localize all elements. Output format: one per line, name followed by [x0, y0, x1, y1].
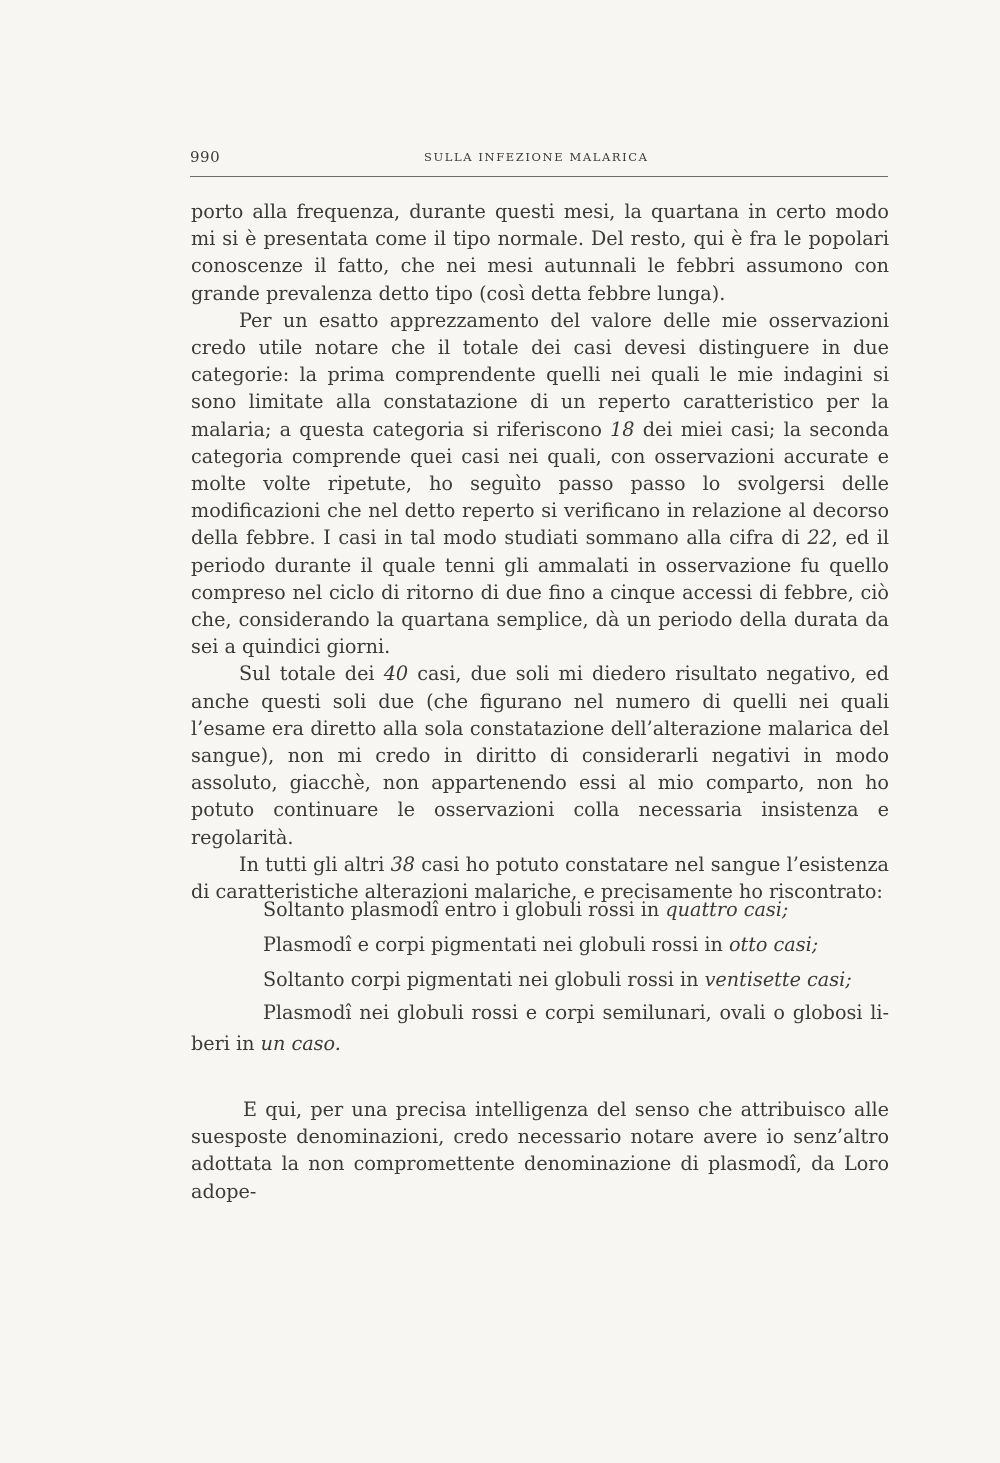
- list-item: [191, 997, 889, 1059]
- findings-list: [191, 892, 889, 1059]
- paragraph-text: dei miei casi; la seconda categoria comprende quei casi nei quali, con osservazioni accurate e molte volte ripetute, ho seguìto passo passo lo svolgersi delle modificazioni che nel detto reperto si verificano in relazione al decorso della febbre. I casi in tal modo studiati sommano alla cifra di: [191, 417, 889, 550]
- paragraph-categories: [191, 307, 889, 661]
- body-text: [191, 198, 889, 905]
- list-item-text: Soltanto corpi pigmentati nei globuli rossi in: [263, 968, 705, 991]
- running-head: [190, 148, 888, 170]
- running-title: SULLA INFEZIONE MALARICA: [424, 150, 649, 164]
- list-item-text: Plasmodî e corpi pigmentati nei globuli rossi in: [263, 933, 729, 956]
- list-item: [191, 927, 889, 962]
- list-item-text: Soltanto plasmodî entro i globuli rossi in: [263, 898, 666, 921]
- list-item-count: otto casi;: [728, 933, 819, 956]
- paragraph-text: Sul totale dei: [239, 662, 384, 686]
- page-number: 990: [190, 148, 221, 166]
- italic-number: 18: [610, 417, 635, 441]
- header-rule: [190, 176, 888, 177]
- paragraph-denominations: E qui, per una precisa intelligenza del senso che attribuisco alle suesposte denominazioni, credo necessario notare avere io senz’altro adottata la non compromettente denominazione di plasmodî, da Loro adope-: [191, 1098, 889, 1203]
- list-item-text: Plasmodî nei globuli rossi e corpi semilunari, ovali o globosi liberi in: [191, 1001, 889, 1055]
- list-item: [191, 892, 889, 927]
- list-item-count: quattro casi;: [665, 898, 789, 921]
- list-item: [191, 962, 889, 997]
- paragraph-negative-results: [191, 660, 889, 850]
- italic-number: 22: [807, 526, 832, 550]
- paragraph-continued: porto alla frequenza, durante questi mesi, la quartana in certo modo mi si è presentata come il tipo normale. Del resto, qui è fra le popolari conoscenze il fatto, che nei mesi autunnali le febbri assumono con grande prevalenza detto tipo (così detta febbre lunga).: [191, 200, 889, 305]
- final-paragraph-block: [191, 1096, 889, 1205]
- list-item-count: un caso.: [260, 1032, 341, 1055]
- paragraph-text: Per un esatto apprezzamento del valore delle mie osservazioni credo utile notare che il totale dei casi devesi distinguere in due categorie: la prima comprendente quelli nei quali le mie indagini si sono limitate alla constatazione di un reperto caratteristico per la malaria; a questa categoria si riferiscono: [191, 308, 889, 441]
- list-item-count: ventisette casi;: [704, 968, 852, 991]
- italic-number: 40: [383, 662, 409, 686]
- paragraph-text: casi, due soli mi diedero risultato negativo, ed anche questi soli due (che figurano nel numero di quelli nei quali l’esame era diretto alla sola constatazione dell’alterazione malarica del sangue), non mi credo in diritto di considerarli negativi in modo assoluto, giacchè, non appartenendo essi al mio comparto, non ho potuto continuare le osservazioni colla necessaria insistenza e regolarità.: [191, 662, 889, 849]
- paragraph-text: casi ho potuto constatare nel sangue l’esistenza di caratteristiche alterazioni malariche, e precisamente ho riscontrato:: [191, 852, 889, 904]
- paragraph-text: In tutti gli altri: [239, 852, 391, 876]
- paragraph-text: , ed il periodo durante il quale tenni gli ammalati in osservazione fu quello compreso nel ciclo di ritorno di due fino a cinque accessi di febbre, ciò che, considerando la quartana semplice, dà un periodo della durata da sei a quindici giorni.: [191, 526, 889, 659]
- italic-number: 38: [390, 852, 416, 876]
